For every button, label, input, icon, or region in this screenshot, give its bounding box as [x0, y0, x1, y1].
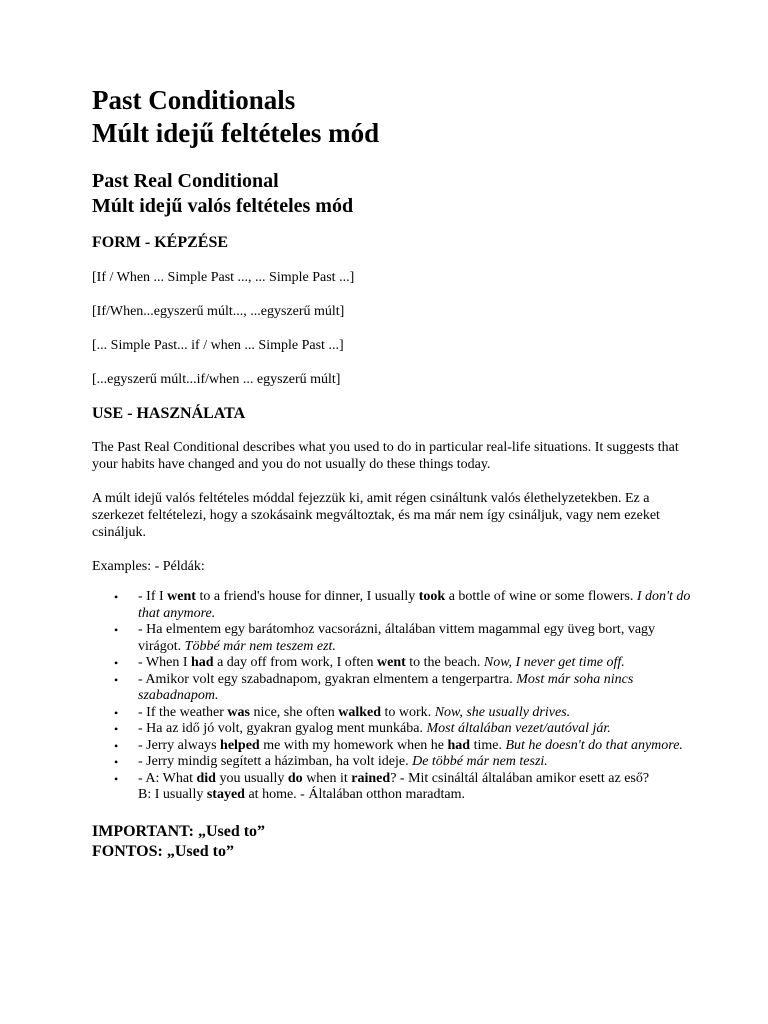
important-heading [92, 822, 692, 862]
form-pattern: [... Simple Past... if / when ... Simple Past ...] [92, 338, 344, 353]
bullet: • [114, 623, 119, 637]
form-pattern: [...egyszerű múlt...if/when ... egyszerű múlt] [92, 372, 341, 387]
bullet: • [114, 705, 119, 720]
list-item: • - A: What did you usually do when it rained? - Mit csináltál általában amikor esett az eső? B: I usually stayed at home. - Általában otthon maradtam. [92, 771, 692, 804]
bullet: • [114, 755, 119, 769]
use-description-english: The Past Real Conditional describes what you used to do in particular real-life situations. It suggests that your habits have changed and you do not usually do these things today. [92, 440, 679, 472]
important-hungarian: FONTOS: „Used to” [92, 842, 234, 860]
important-english: IMPORTANT: „Used to” [92, 822, 266, 840]
section-title-english: Past Real Conditional [92, 170, 279, 192]
list-item: • - If the weather was nice, she often walked to work. Now, she usually drives. [114, 704, 571, 720]
form-heading: FORM - KÉPZÉSE [92, 234, 229, 251]
bullet: • [114, 672, 119, 687]
use-heading: USE - HASZNÁLATA [92, 405, 246, 422]
section-title [92, 169, 692, 219]
examples-list [92, 589, 692, 804]
list-item: • - Jerry mindig segített a házimban, ha volt ideje. De többé már nem teszi. [114, 754, 548, 769]
examples-label: Examples: - Példák: [92, 559, 205, 574]
bullet: • [114, 590, 119, 604]
list-item: • - Ha elmentem egy barátomhoz vacsorázni, általában vittem magammal egy üveg bort, vagy virágot. Többé már nem teszem ezt. [114, 622, 656, 654]
document-title [92, 84, 692, 150]
title-english: Past Conditionals [92, 85, 296, 115]
use-description-hungarian: A múlt idejű valós feltételes móddal fejezzük ki, amit régen csináltunk valós élethelyzetekben. Ez a szerkezet feltételezi, hogy a szokásaink megváltoztak, és ma már nem így csináljuk, vagy nem ezeket csináljuk. [92, 491, 660, 540]
bullet: • [114, 656, 119, 670]
document-page [92, 84, 692, 862]
form-pattern: [If/When...egyszerű múlt..., ...egyszerű múlt] [92, 304, 345, 319]
list-item: • - Jerry always helped me with my homework when he had time. But he doesn't do that anymore. [114, 737, 683, 753]
bullet: • [114, 722, 119, 736]
list-item: • - Amikor volt egy szabadnapom, gyakran elmentem a tengerpartra. Most már soha nincs szabadnapom. [114, 671, 634, 703]
example-answer-line: B: I usually stayed at home. - Általában otthon maradtam. [138, 787, 466, 802]
form-pattern: [If / When ... Simple Past ..., ... Simple Past ...] [92, 270, 355, 285]
list-item: • - If I went to a friend's house for dinner, I usually took a bottle of wine or some flowers. I don't do that anymore. [114, 589, 691, 621]
list-item: • - When I had a day off from work, I often went to the beach. Now, I never get time off. [114, 655, 625, 670]
bullet: • [114, 738, 119, 753]
section-title-hungarian: Múlt idejű valós feltételes mód [92, 195, 354, 217]
title-hungarian: Múlt idejű feltételes mód [92, 118, 380, 148]
bullet: • [114, 771, 119, 786]
list-item: • - Ha az idő jó volt, gyakran gyalog ment munkába. Most általában vezet/autóval jár. [114, 721, 611, 736]
